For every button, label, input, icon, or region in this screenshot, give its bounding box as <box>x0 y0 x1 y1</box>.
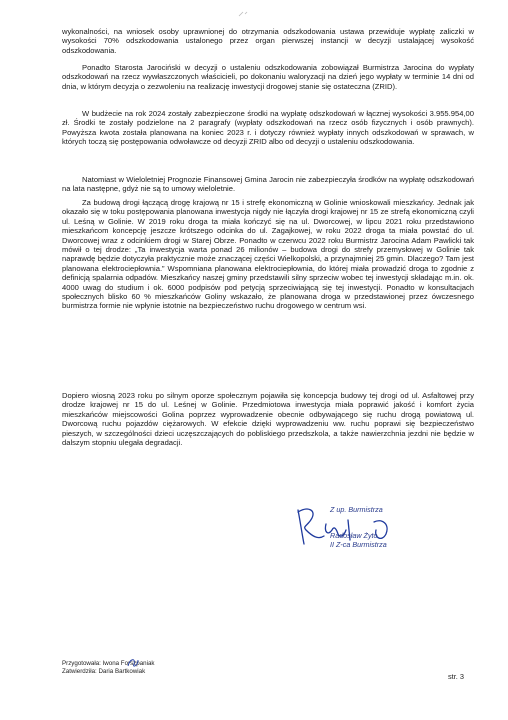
paragraph-text: wykonalności, na wniosek osoby uprawnionej do otrzymania odszkodowania ustawa przewiduje wypłatę zaliczki w wysokości 70% odszkodowania ustalonego przez organ pierwszej instancji w decyzji ustalającej wysokość odszkodowania. <box>62 27 474 55</box>
paragraph-text: Ponadto Starosta Jarociński w decyzji o ustaleniu odszkodowania zobowiązał Burmistrza Jarocina do wypłaty odszkodowań na rzecz wywłaszczonych właścicieli, po dokonaniu waloryzacji na dzień jego wypłaty w terminie 14 dni od dnia, w którym decyzja o zezwoleniu na realizację inwestycji drogowej stanie się ostateczna (ZRID). <box>62 63 474 91</box>
paragraph-text: Za budową drogi łączącą drogę krajową nr 15 i strefę ekonomiczną w Golinie wnioskowali mieszkańcy. Jednak jak okazało się w toku postępowania planowana inwestycja nigdy nie łączyła drogi krajowej nr 15 ze strefą ekonomiczną czyli ul. Leśną w Golinie. W 2019 roku droga ta miała kończyć się na ul. Dworcowej, w lipcu 2021 roku przedstawiono mieszkańcom koncepcję jeszcze krótszego odcinka do ul. Zagajkowej, w roku 2022 droga ta miała powstać do ul. Dworcowej wraz z odcinkiem drogi w Starej Obrze. Ponadto w czerwcu 2022 roku Burmistrz Jarocina Adam Pawlicki tak mówił o tej drodze: „Ta inwestycja warta ponad 26 milionów – budowa drogi do strefy przemysłowej w Golinie tak naprawdę będzie dotyczyła praktycznie może znaczącej części Wielkopolski, a przynajmniej 25 gmin. Dlaczego? Tam jest planowana elektrociepłownia.” Wspomniana planowana elektrociepłownia, do której miała prowadzić droga to zgodnie z definicją spalarnia odpadów. Mieszkańcy naszej gminy przedstawili silny sprzeciw wobec tej inwestycji składając m.in. ok. 4000 uwag do studium i ok. 6000 podpisów pod petycją sprzeciwiającą się tej inwestycji. Ponadto w konsultacjach społecznych blisko 60 % mieszkańców Goliny wskazało, że planowana droga w przedstawionej przez ówczesnego burmistrza formie nie wpłynie istotnie na bezpieczeństwo ruchu drogowego w centrum wsi. <box>62 198 474 311</box>
paragraph-road-history <box>62 198 474 311</box>
initials-mark-icon <box>126 656 140 668</box>
paragraph-text: Dopiero wiosną 2023 roku po silnym oporze społecznym pojawiła się koncepcja budowy tej drogi od ul. Asfaltowej przy drodze krajowej nr 15 do ul. Leśnej w Golinie. Przedmiotowa inwestycja miała poprawić jakość i komfort życia mieszkańców miejscowości Golina poprzez wyprowadzenie obecnie odbywającego się ruchu drogą powiatową ul. Dworcową ruchu pojazdów ciężarowych. W efekcie dzięki wyprowadzeniu ww. ruchu poprawi się bezpieczeństwo pieszych, w szczególności dzieci uczęszczających do pobliskiego przedszkola, a także nawierzchnia jezdni nie będzie w dalszym stopniu ulegała degradacji. <box>62 391 474 448</box>
paragraph-new-concept-2023 <box>62 391 474 447</box>
stamp-name: Radosław Żyto <box>330 531 378 540</box>
paragraph-text: Natomiast w Wieloletniej Prognozie Finansowej Gmina Jarocin nie zabezpieczyła środków na wypłatę odszkodowań na lata następne, gdyż nie są to umowy wieloletnie. <box>62 175 474 194</box>
prepared-by: Przygotowała: Iwona Forszpaniak <box>62 660 155 667</box>
stamp-title: II Z-ca Burmistrza <box>330 540 387 549</box>
paragraph-advance-payment <box>62 27 474 55</box>
paragraph-budget-2024 <box>62 109 474 147</box>
stamp-role: Z up. Burmistrza <box>330 505 383 514</box>
paragraph-starosta-obligation <box>62 63 474 91</box>
signature-stamp <box>278 500 418 560</box>
preparer-block <box>62 660 155 676</box>
paragraph-multiyear-forecast <box>62 175 474 194</box>
approved-by: Zatwierdziła: Daria Bartkowiak <box>62 667 146 675</box>
paragraph-text: W budżecie na rok 2024 zostały zabezpieczone środki na wypłatę odszkodowań w łącznej wysokości 3.955.954,00 zł. Środki te zostały podzielone na 2 paragrafy (wypłaty odszkodowań na rzecz osób fizycznych i osób prawnych). Powyższa kwota została planowana na koniec 2023 r. i dotyczy również wypłaty innych odszkodowań w sprawach, w których toczą się postępowania odwoławcze od decyzji ZRID albo od decyzji o ustaleniu odszkodowania. <box>62 109 474 147</box>
page-number: str. 3 <box>447 672 464 681</box>
scan-artifact-icon <box>238 10 252 18</box>
